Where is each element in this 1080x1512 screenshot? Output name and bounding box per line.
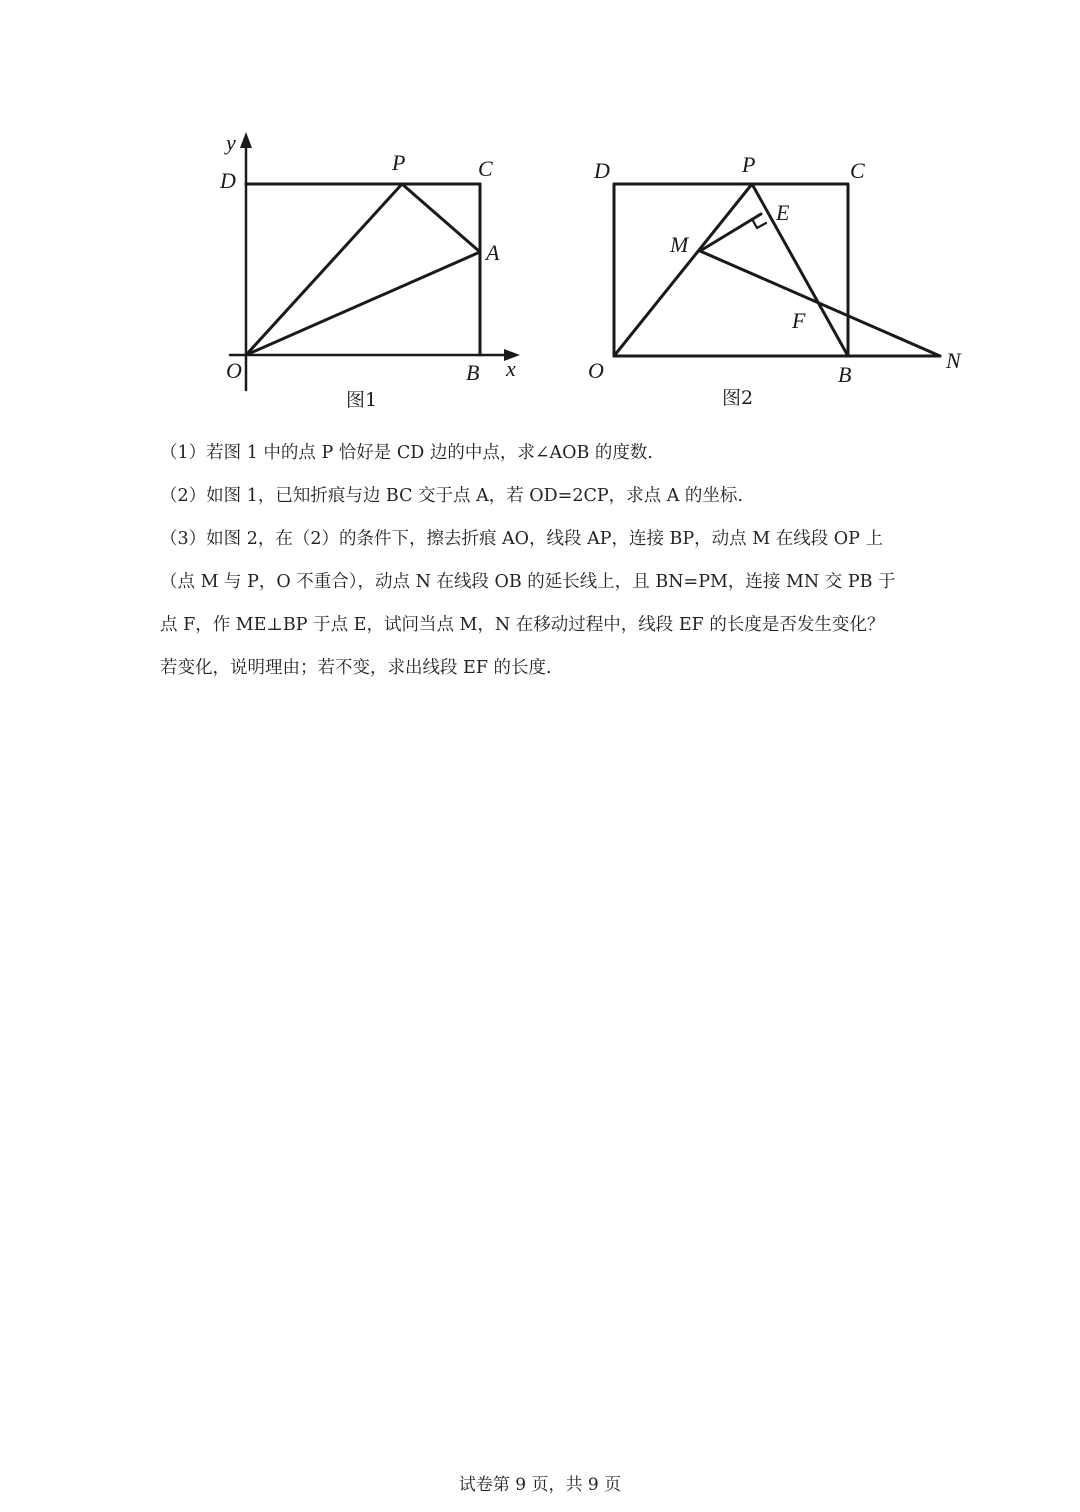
label-E: E (776, 200, 790, 225)
label-M: M (670, 232, 689, 257)
label-O: O (588, 358, 604, 383)
label-C: C (478, 156, 493, 181)
figure-2 (580, 140, 980, 420)
figure-2-diagram (580, 140, 980, 420)
label-P: P (392, 150, 406, 175)
y-axis-arrow (240, 132, 252, 148)
label-C: C (850, 158, 865, 183)
label-O: O (226, 358, 242, 383)
segment-PA (402, 184, 480, 252)
label-B: B (466, 360, 480, 385)
label-A: A (486, 240, 500, 265)
question-3-line-2: （点 M 与 P，O 不重合），动点 N 在线段 OB 的延长线上，且 BN=PM，连接 MN 交 PB 于 (160, 572, 896, 592)
figure-1-diagram (200, 120, 540, 420)
segment-MN (700, 251, 940, 356)
label-x: x (506, 356, 516, 381)
label-B: B (838, 362, 852, 387)
figure-1 (200, 120, 540, 420)
question-2: （2）如图 1，已知折痕与边 BC 交于点 A，若 OD=2CP，求点 A 的坐标. (160, 486, 743, 506)
page-footer: 试卷第 9 页，共 9 页 (458, 1475, 622, 1495)
question-3-line-1: （3）如图 2，在（2）的条件下，擦去折痕 AO，线段 AP，连接 BP，动点 M 在线段 OP 上 (160, 529, 883, 549)
question-block (160, 432, 940, 690)
question-3-line-3: 点 F，作 ME⊥BP 于点 E，试问当点 M，N 在移动过程中，线段 EF 的长度是否发生变化？ (160, 615, 885, 635)
question-3-line-4: 若变化，说明理由；若不变，求出线段 EF 的长度. (160, 658, 552, 678)
figure-2-caption: 图2 (722, 387, 754, 409)
label-N: N (946, 348, 961, 373)
label-F: F (792, 308, 806, 333)
label-y: y (226, 130, 236, 155)
label-D: D (220, 168, 236, 193)
figure-1-caption: 图1 (346, 389, 378, 411)
question-1: （1）若图 1 中的点 P 恰好是 CD 边的中点，求∠AOB 的度数. (160, 443, 653, 463)
label-P: P (742, 152, 756, 177)
label-D: D (594, 158, 610, 183)
segment-OA (246, 252, 480, 355)
segment-OP (246, 184, 402, 355)
right-angle-mark (752, 219, 766, 228)
segment-OP (614, 184, 752, 356)
